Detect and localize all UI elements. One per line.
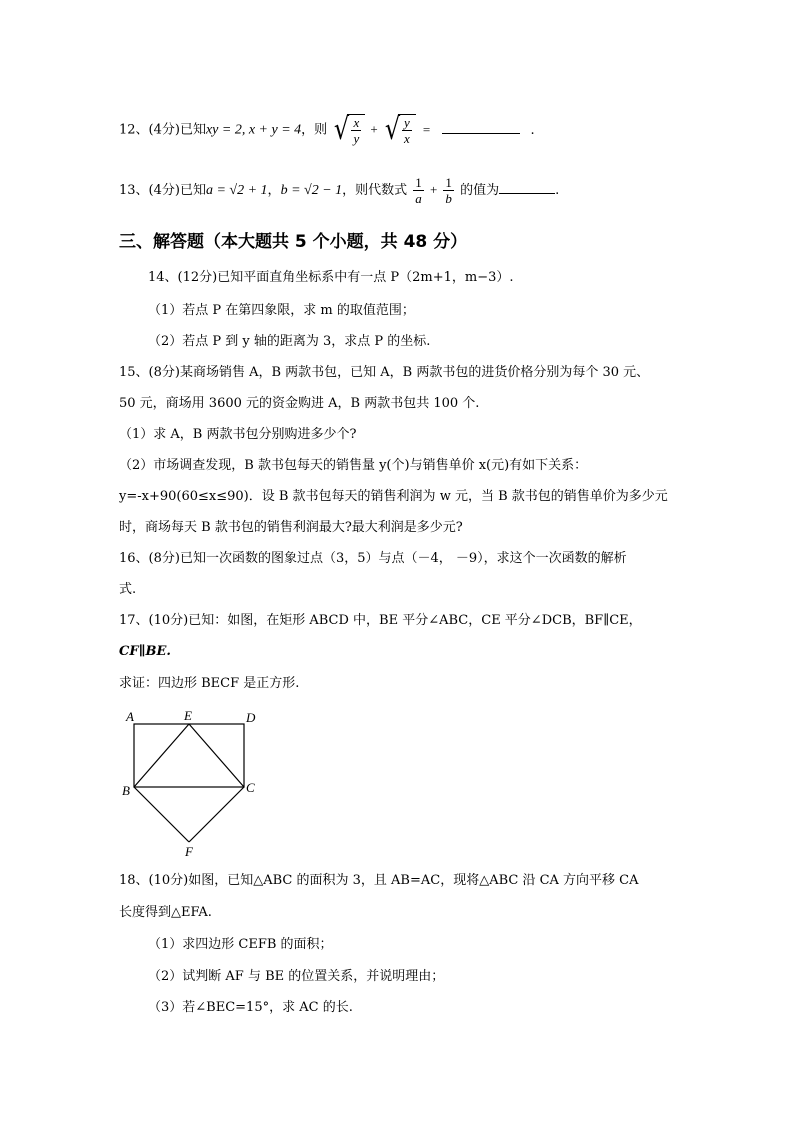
q13-end: . [555, 183, 560, 198]
q13-frac1-denominator: a [415, 191, 422, 206]
q13-a-expr: a = √2 + 1 [205, 183, 268, 198]
q12-sqrt-2: √ $\frac{y}{x}$ [383, 113, 416, 147]
q17-geometry-figure [118, 704, 278, 864]
q12-mid: ，则 [301, 122, 328, 138]
q14-part-1: （1）若点 P 在第四象限，求 m 的取值范围； [148, 303, 415, 318]
q15-part-2: （2）市场调查发现，B 款书包每天的销售量 y(个)与销售单价 x(元)有如下关系： [119, 458, 588, 473]
q13-frac2-denominator: b [445, 191, 452, 206]
question-13 [119, 172, 559, 209]
segment-be [134, 724, 189, 787]
q13-frac1-numerator: 1 [415, 175, 422, 190]
q12-sqrt2-denominator: x [403, 131, 410, 146]
q16-line-2: 式. [119, 582, 137, 597]
q12-sqrt1-denominator: y [353, 131, 360, 146]
q18-line-1: 18、(10分)如图，已知△ABC 的面积为 3，且 AB=AC，现将△ABC 沿 CA 方向平移 CA [119, 873, 639, 888]
q13-answer-blank[interactable] [499, 193, 555, 194]
q13-fraction-1 [413, 175, 424, 206]
q13-plus: + [429, 182, 438, 197]
q13-suffix: 的值为 [460, 183, 500, 198]
section-3-heading: 三、解答题（本大题共 5 个小题，共 48 分） [119, 232, 468, 252]
label-b: B [122, 783, 130, 798]
q12-prefix: 12、(4分)已知 [119, 122, 206, 138]
label-e: E [184, 708, 192, 723]
question-12 [119, 113, 535, 147]
label-a: A [126, 709, 134, 724]
label-d: D [246, 710, 256, 725]
q15-part-1: （1）求 A，B 两款书包分别购进多少个? [119, 427, 357, 442]
segment-bf [134, 787, 189, 842]
q13-frac2-numerator: 1 [445, 175, 452, 190]
rectangle-abcd [134, 724, 244, 787]
q13-mid: ，则代数式 [342, 183, 408, 198]
q12-answer-blank[interactable] [442, 133, 520, 134]
q13-comma: ， [267, 183, 281, 198]
q12-equals: = [422, 121, 431, 137]
q15-line-1: 15、(8分)某商场销售 A，B 两款书包，已知 A，B 两款书包的进货价格分别为每个 30 元、 [119, 365, 650, 380]
q13-fraction-2 [443, 175, 454, 206]
q15-line-6: 时，商场每天 B 款书包的销售利润最大?最大利润是多少元? [119, 520, 463, 535]
q15-line-2: 50 元，商场用 3600 元的资金购进 A，B 两款书包共 100 个. [119, 396, 480, 411]
q17-line-2: CF∥BE. [119, 644, 171, 659]
q18-part-3: （3）若∠BEC=15°，求 AC 的长. [148, 1000, 353, 1015]
segment-ec [189, 724, 244, 787]
q16-line-1: 16、(8分)已知一次函数的图象过点（3，5）与点（－4， －9），求这个一次函数的解析 [119, 551, 627, 566]
label-f: F [185, 844, 193, 859]
q14-stem: 14、(12分)已知平面直角坐标系中有一点 P（2m+1，m−3）. [148, 270, 514, 285]
q15-line-5: y=-x+90(60≤x≤90)．设 B 款书包每天的销售利润为 w 元，当 B 款书包的销售单价为多少元 [119, 489, 668, 504]
q12-plus: + [370, 121, 378, 137]
q12-sqrt2-numerator: y [403, 115, 410, 130]
q12-end: . [530, 122, 535, 138]
q12-sqrt-1: √ $\frac{x}{y}$ [332, 113, 365, 147]
q17-line-3: 求证：四边形 BECF 是正方形. [119, 676, 300, 691]
q18-part-2: （2）试判断 AF 与 BE 的位置关系，并说明理由； [148, 969, 445, 984]
segment-fc [189, 787, 244, 842]
q13-prefix: 13、(4分)已知 [119, 183, 206, 198]
q13-b-expr: b = √2 − 1 [280, 183, 343, 198]
q12-sqrt1-numerator: x [353, 115, 360, 130]
q14-part-2: （2）若点 P 到 y 轴的距离为 3，求点 P 的坐标. [148, 334, 431, 349]
q18-line-2: 长度得到△EFA. [119, 905, 212, 920]
q18-part-1: （1）求四边形 CEFB 的面积； [148, 937, 333, 952]
q17-line-1: 17、(10分)已知：如图，在矩形 ABCD 中，BE 平分∠ABC，CE 平分∠DCB，BF∥CE， [119, 613, 642, 628]
q12-condition: xy = 2, x + y = 4 [205, 122, 302, 138]
label-c: C [246, 780, 255, 795]
